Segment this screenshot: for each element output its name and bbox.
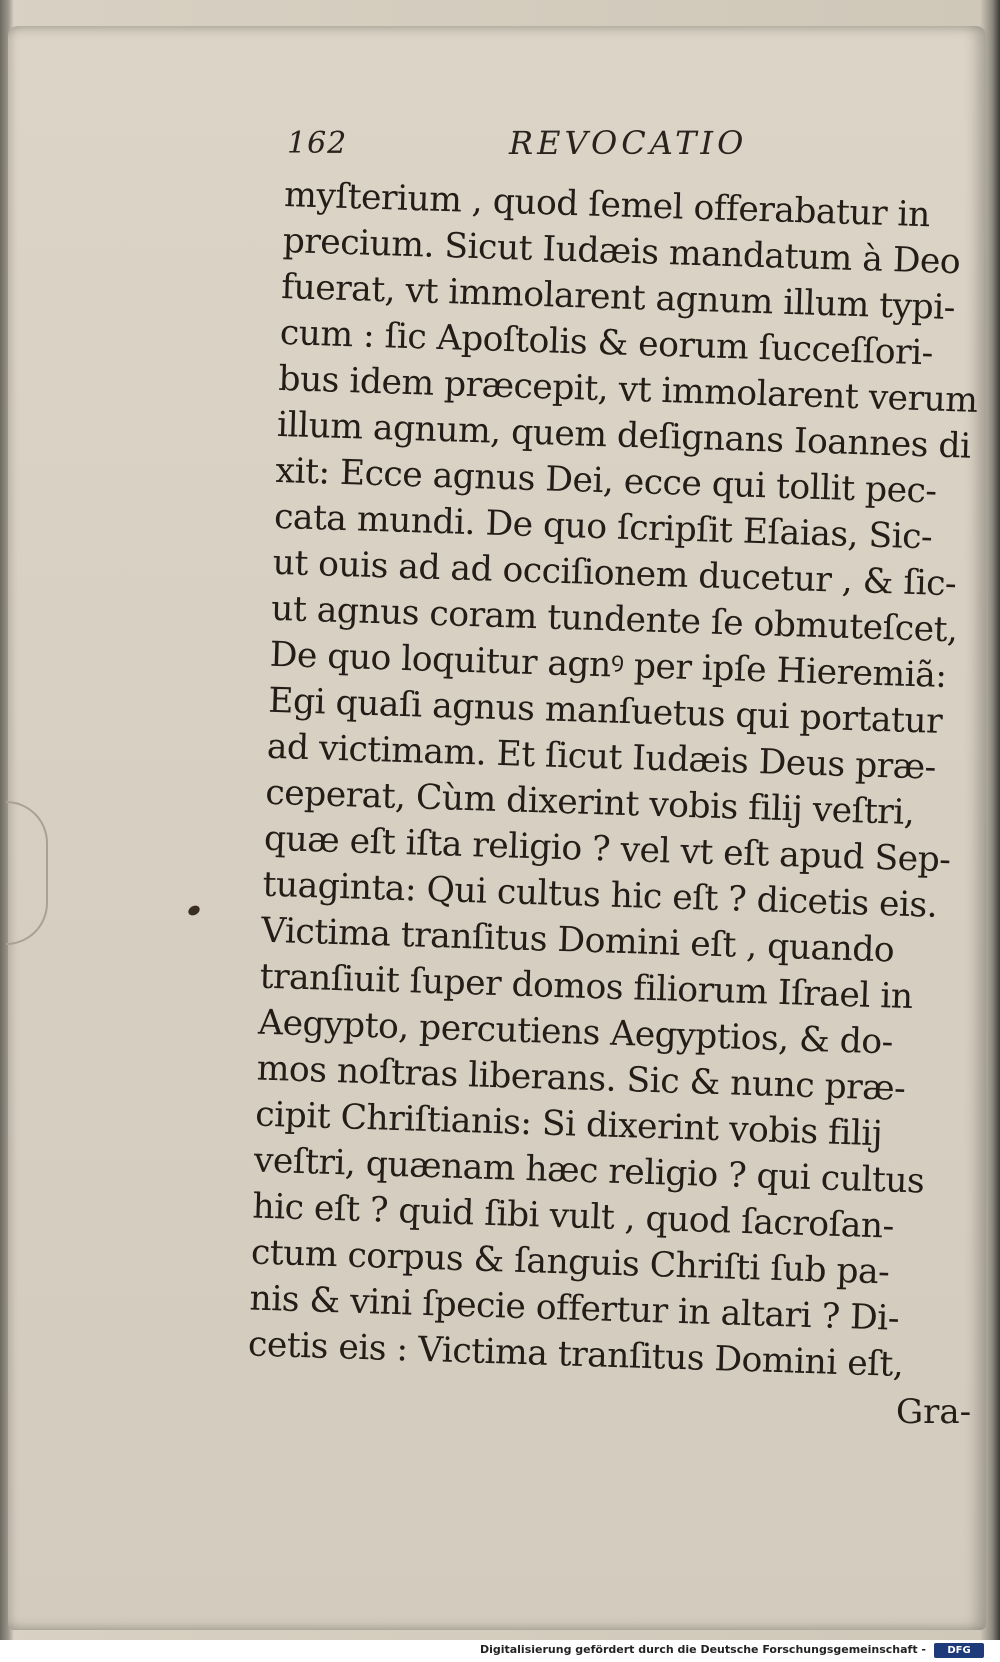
- text-line: cum : ſic Apoſtolis & eorum ſucceſſori-: [279, 312, 934, 374]
- text-line: xit: Ecce agnus Dei, ecce qui tollit pec-: [274, 450, 938, 512]
- text-line: quæ eſt iſta religio ? vel vt eſt apud Sep-: [263, 818, 952, 881]
- text-line: bus idem præcepit, vt immolarent verum: [277, 358, 979, 421]
- text-line: cipit Chriſtianis: Si dixerint vobis filij: [254, 1094, 883, 1155]
- running-title: REVOCATIO: [509, 124, 748, 162]
- text-line: tuaginta: Qui cultus hic eſt ? dicetis eis.: [261, 864, 938, 926]
- running-head: [287, 118, 907, 168]
- text-line: cata mundi. De quo ſcripſit Eſaias, Sic-: [273, 496, 933, 558]
- text-line: ut ouis ad ad occiſionem ducetur , & ſic-: [272, 542, 957, 605]
- body-text: [247, 172, 979, 1388]
- text-line: mos noſtras liberans. Sic & nunc præ-: [256, 1048, 906, 1109]
- catchword: Gra-: [896, 1392, 972, 1432]
- text-line: ctum corpus & ſanguis Chriſti ſub pa-: [250, 1232, 890, 1293]
- text-line: De quo loquitur agnꝰ per ipſe Hieremiã:: [269, 634, 948, 697]
- text-line: fuerat, vt immolarent agnum illum typi-: [280, 266, 956, 329]
- text-line: ad victimam. Et ſicut Iudæis Deus præ-: [266, 726, 937, 788]
- text-line: illum agnum, quem deſignans Ioannes di: [276, 404, 972, 467]
- text-line: veſtri, quænam hæc religio ? qui cultus: [253, 1140, 925, 1202]
- footer-bar: [0, 1640, 1000, 1662]
- text-line: ut agnus coram tundente ſe obmuteſcet,: [270, 588, 959, 651]
- text-line: Aegypto, percutiens Aegyptios, & do-: [257, 1002, 894, 1063]
- text-line: ceperat, Cùm dixerint vobis filij veſtri,: [264, 772, 915, 834]
- text-line: precium. Sicut Iudæis mandatum à Deo: [282, 220, 961, 283]
- text-line: nis & vini ſpecie offertur in altari ? Di-: [248, 1278, 900, 1339]
- page-clip-mark: [6, 801, 48, 945]
- dfg-logo: DFG: [934, 1643, 984, 1658]
- text-line: cetis eis : Victima tranſitus Domini eſt,: [247, 1324, 904, 1385]
- text-line: Egi quaſi agnus manſuetus qui portatur: [267, 680, 943, 742]
- funding-credit: Digitalisierung gefördert durch die Deutsche Forschungsgemeinschaft -: [479, 1643, 926, 1656]
- text-line: Victima tranſitus Domini eſt , quando: [260, 910, 895, 971]
- ink-blot: [187, 904, 202, 918]
- text-line: hic eſt ? quid ſibi vult , quod ſacroſan-: [251, 1186, 895, 1247]
- page-number: 162: [287, 126, 348, 161]
- text-line: tranſiuit ſuper domos filiorum Iſrael in: [259, 956, 914, 1018]
- text-line: myſterium , quod ſemel offerabatur in: [283, 174, 931, 236]
